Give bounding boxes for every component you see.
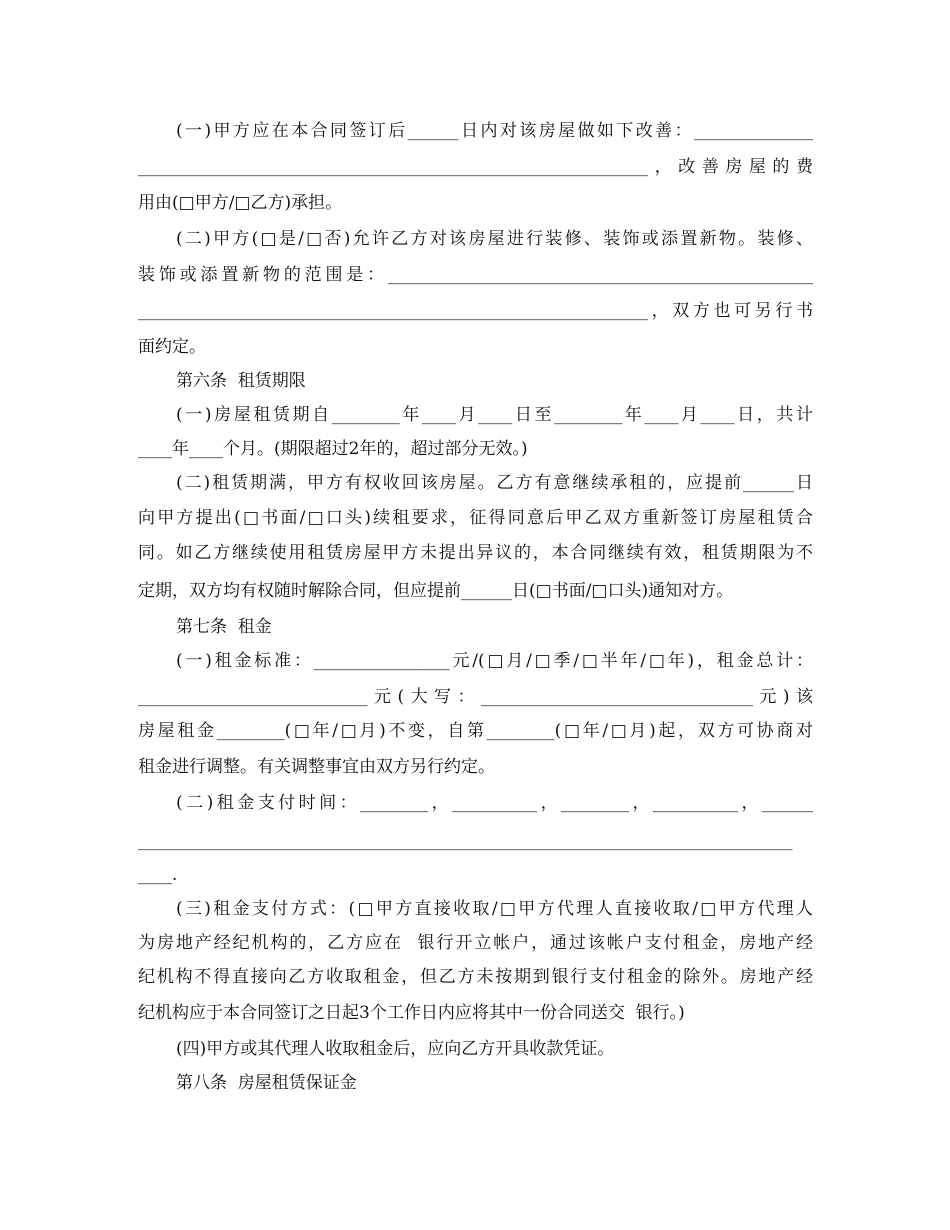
clause-7-3-line-1: (三)租金支付方式：(□甲方直接收取/□甲方代理人直接收取/□甲方代理人 xyxy=(176,899,813,919)
clause-6-2-line-2: 向甲方提出(□书面/□口头)续租要求，征得同意后甲乙双方重新签订房屋租赁合 xyxy=(138,508,813,528)
clause-7-2-line-1: (二)租金支付时间：________，__________，________，__________，______ xyxy=(176,793,813,813)
article-7-heading: 第七条 租金 xyxy=(176,617,272,637)
clause-5-1-line-1: (一)甲方应在本合同签订后______日内对该房屋做如下改善：______________ xyxy=(176,121,813,141)
clause-7-3-line-3: 纪机构不得直接向乙方收取租金，但乙方未按期到银行支付租金的除外。房地产经 xyxy=(138,967,813,987)
article-8-heading: 第八条 房屋租赁保证金 xyxy=(176,1073,357,1093)
clause-6-2-line-4: 定期，双方均有权随时解除合同，但应提前______日(□书面/□口头)通知对方。 xyxy=(138,581,734,601)
clause-7-1-line-4: 租金进行调整。有关调整事宜由双方另行约定。 xyxy=(138,757,495,777)
clause-7-1-line-1: (一)租金标准：________________元/(□月/□季/□半年/□年)，租金总计： xyxy=(176,651,813,671)
clause-7-3-line-2: 为房地产经纪机构的，乙方应在 银行开立帐户，通过该帐户支付租金，房地产经 xyxy=(138,933,813,953)
clause-7-4-line-1: (四)甲方或其代理人收取租金后，应向乙方开具收款凭证。 xyxy=(176,1039,615,1059)
clause-6-2-line-1: (二)租赁期满，甲方有权收回该房屋。乙方有意继续承租的，应提前______日 xyxy=(176,473,813,493)
clause-5-2-line-2: 装饰或添置新物的范围是：__________________________________________________ xyxy=(138,265,813,285)
clause-5-1-line-2: ____________________________________________________________，改善房屋的费 xyxy=(138,157,813,177)
clause-5-2-line-1: (二)甲方(□是/□否)允许乙方对该房屋进行装修、装饰或添置新物。装修、 xyxy=(176,229,813,249)
clause-6-1-line-2: ____年____个月。(期限超过2年的，超过部分无效。) xyxy=(138,439,528,459)
clause-5-1-line-3: 用由(□甲方/□乙方)承担。 xyxy=(138,193,343,213)
clause-6-1-line-1: (一)房屋租赁期自________年____月____日至________年____月____日，共计 xyxy=(176,405,813,425)
clause-5-2-line-4: 面约定。 xyxy=(138,337,206,357)
clause-6-2-line-3: 同。如乙方继续使用租赁房屋甲方未提出异议的，本合同继续有效，租赁期限为不 xyxy=(138,543,813,563)
clause-7-1-line-2: ___________________________元(大写：________________________________元)该 xyxy=(138,687,813,707)
article-6-heading: 第六条 租赁期限 xyxy=(176,371,306,391)
clause-7-2-line-2: _____________________________________________________________________________ xyxy=(138,831,793,851)
clause-7-3-line-4: 纪机构应于本合同签订之日起3个工作日内应将其中一份合同送交 银行。) xyxy=(138,1003,685,1023)
clause-5-2-line-3: ____________________________________________________________，双方也可另行书 xyxy=(138,301,813,321)
clause-7-1-line-3: 房屋租金________(□年/□月)不变，自第________(□年/□月)起，双方可协商对 xyxy=(138,721,813,741)
clause-7-2-line-3: ____. xyxy=(138,865,178,885)
